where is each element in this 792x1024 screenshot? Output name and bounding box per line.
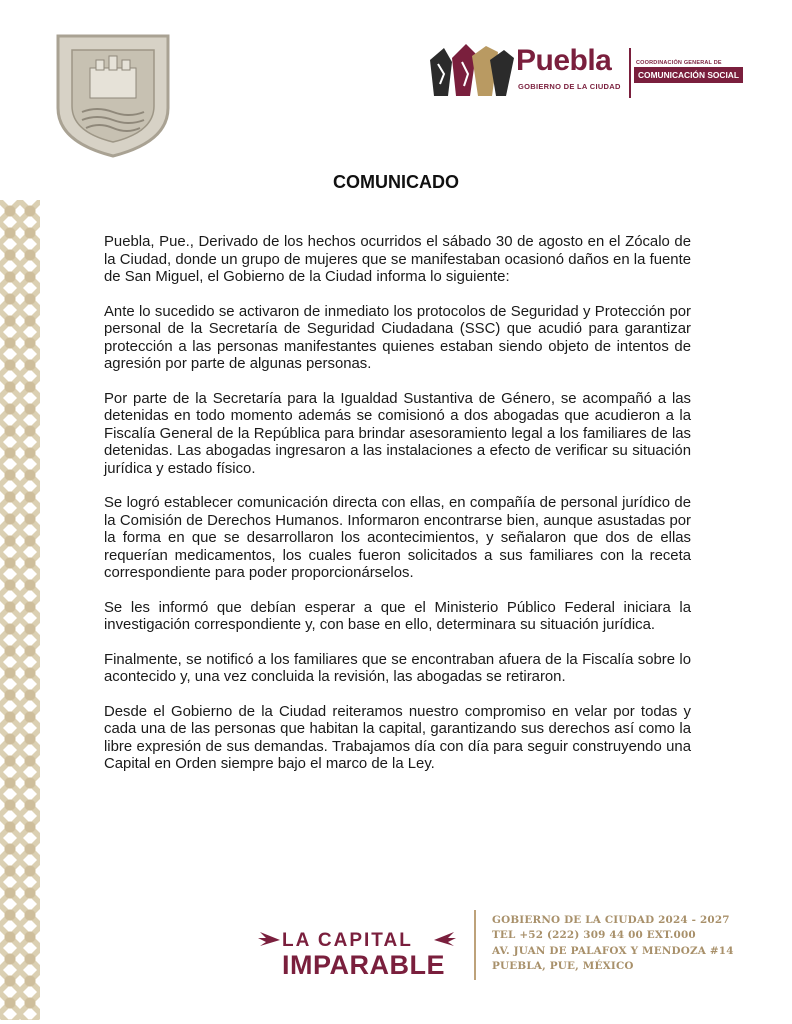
paragraph: Por parte de la Secretaría para la Igualdad Sustantiva de Género, se acompañó a las detenidas en todo momento además se comisionó a dos abogadas que acudieron a la Fiscalía General de la República para brindar asesoramiento legal a los familiares de las detenidas. Las abogadas ingresaron a las instalaciones a efecto de verificar su situación jurídica y estado físico. bbox=[104, 390, 691, 477]
footer-info-line: GOBIERNO DE LA CIUDAD 2024 - 2027 bbox=[492, 914, 730, 926]
logo-divider bbox=[629, 48, 631, 98]
paragraph: Se logró establecer comunicación directa con ellas, en compañía de personal jurídico de la Comisión de Derechos Humanos. Informaron encontrarse bien, aunque asustadas por la forma en que se desarrollaron los acontecimientos, y señalaron que dos de ellas requerían medicamentos, los cuales fueron solicitados a sus familiares con la receta correspondiente para poder proporcionárselos. bbox=[104, 495, 691, 581]
footer-contact-info bbox=[492, 913, 772, 974]
puebla-logo bbox=[426, 40, 766, 104]
puebla-logo-icon bbox=[426, 40, 516, 100]
paragraph: Puebla, Pue., Derivado de los hechos ocurridos el sábado 30 de agosto en el Zócalo de la Ciudad, donde un grupo de mujeres que se manifestaban ocasionó daños en la fuente de San Miguel, el Gobierno de la Ciudad informa lo siguiente: bbox=[104, 234, 691, 285]
slogan-line-1: LA CAPITAL bbox=[282, 930, 413, 951]
paragraph: Ante lo sucedido se activaron de inmediato los protocolos de Seguridad y Protección por personal de la Secretaría de Seguridad Ciudadana (SSC) que acudió para garantizar protección a las personas manifestantes quienes estaban siendo objeto de intentos de agresión por parte de algunas personas. bbox=[104, 303, 691, 372]
footer-info-line: PUEBLA, PUE, MÉXICO bbox=[492, 959, 634, 972]
footer-divider bbox=[474, 910, 476, 980]
footer-info-line: AV. JUAN DE PALAFOX Y MENDOZA #14 bbox=[492, 944, 734, 957]
footer-slogan-logo bbox=[258, 926, 458, 986]
coordination-name: COMUNICACIÓN SOCIAL bbox=[634, 67, 743, 83]
decorative-border bbox=[0, 200, 40, 1020]
paragraph: Se les informó que debían esperar a que el Ministerio Público Federal iniciara la investigación correspondiente y, con base en ello, determinara su situación jurídica. bbox=[104, 599, 691, 633]
coordination-label: COORDINACIÓN GENERAL DE bbox=[636, 60, 722, 66]
logo-subtitle: GOBIERNO DE LA CIUDAD bbox=[518, 82, 621, 91]
document-body bbox=[104, 234, 691, 791]
paragraph: Desde el Gobierno de la Ciudad reiteramos nuestro compromiso en velar por todas y cada una de las personas que habitan la capital, garantizando sus derechos así como la libre expresión de sus demandas. Trabajamos día con día para seguir construyendo una Capital en Orden siempre bajo el marco de la Ley. bbox=[104, 703, 691, 772]
coat-of-arms-icon bbox=[52, 30, 174, 160]
slogan-line-2: IMPARABLE bbox=[282, 950, 445, 980]
footer-info-line: TEL +52 (222) 309 44 00 EXT.000 bbox=[492, 929, 696, 942]
paragraph: Finalmente, se notificó a los familiares que se encontraban afuera de la Fiscalía sobre lo acontecido y, una vez concluida la revisión, las abogadas se retiraron. bbox=[104, 651, 691, 685]
wing-icon bbox=[258, 930, 280, 950]
wing-icon bbox=[434, 930, 456, 950]
page-title: COMUNICADO bbox=[333, 172, 459, 192]
logo-name: Puebla bbox=[516, 44, 612, 77]
